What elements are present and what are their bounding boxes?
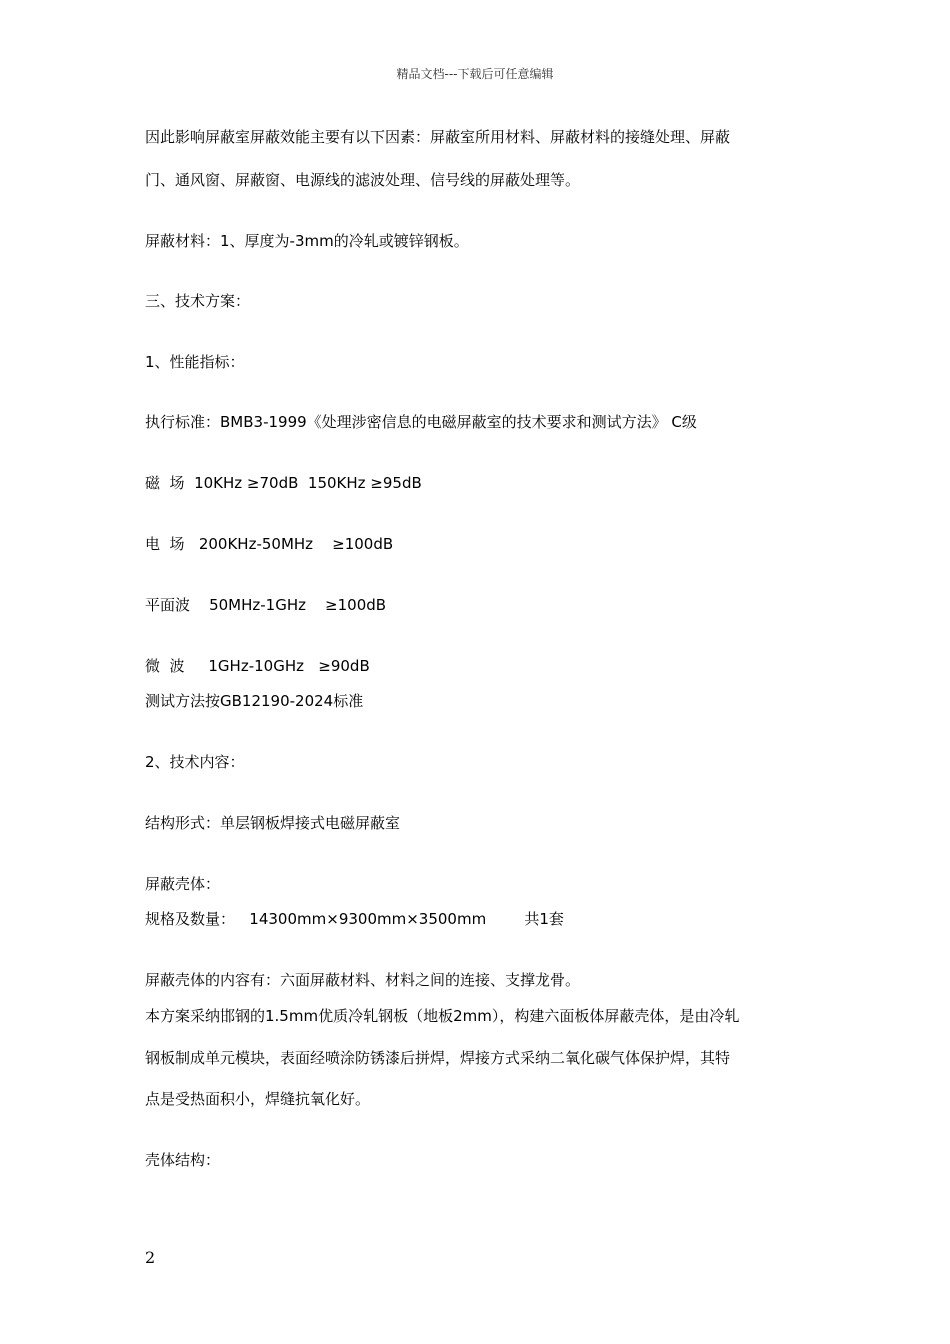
spec-line: 微 波 1GHz-10GHz ≥90dB (145, 657, 370, 675)
paragraph-line: 门、通风窗、屏蔽窗、电源线的滤波处理、信号线的屏蔽处理等。 (145, 171, 581, 189)
paragraph-line: 壳体结构： (145, 1151, 221, 1169)
subsection-heading: 2、技术内容： (145, 753, 245, 771)
paragraph-line: 规格及数量： 14300mm×9300mm×3500mm 共1套 (145, 910, 564, 928)
section-heading: 三、技术方案： (145, 292, 251, 310)
paragraph-line: 屏蔽壳体的内容有：六面屏蔽材料、材料之间的连接、支撑龙骨。 (145, 971, 581, 989)
paragraph-line: 本方案采纳邯钢的1.5mm优质冷轧钢板（地板2mm），构建六面板体屏蔽壳体，是由冷轧 (145, 1007, 740, 1025)
subsection-heading: 1、性能指标： (145, 353, 245, 371)
page-header: 精品文档---下载后可任意编辑 (396, 67, 554, 81)
paragraph-line: 钢板制成单元模块，表面经喷涂防锈漆后拼焊，焊接方式采纳二氧化碳气体保护焊，其特 (145, 1049, 731, 1067)
paragraph-line: 执行标准：BMB3-1999《处理涉密信息的电磁屏蔽室的技术要求和测试方法》 C级 (145, 413, 697, 431)
page-number: 2 (145, 1248, 156, 1267)
paragraph-line: 屏蔽材料：1、厚度为-3mm的冷轧或镀锌钢板。 (145, 232, 469, 250)
spec-line: 电 场 200KHz-50MHz ≥100dB (145, 535, 394, 553)
paragraph-line: 因此影响屏蔽室屏蔽效能主要有以下因素：屏蔽室所用材料、屏蔽材料的接缝处理、屏蔽 (145, 128, 731, 146)
spec-line: 磁 场 10KHz ≥70dB 150KHz ≥95dB (145, 474, 422, 492)
paragraph-line: 测试方法按GB12190-2024标准 (145, 692, 364, 710)
paragraph-line: 屏蔽壳体： (145, 875, 221, 893)
paragraph-line: 结构形式：单层钢板焊接式电磁屏蔽室 (145, 814, 401, 832)
spec-line: 平面波 50MHz-1GHz ≥100dB (145, 596, 387, 614)
paragraph-line: 点是受热面积小，焊缝抗氧化好。 (145, 1090, 371, 1108)
